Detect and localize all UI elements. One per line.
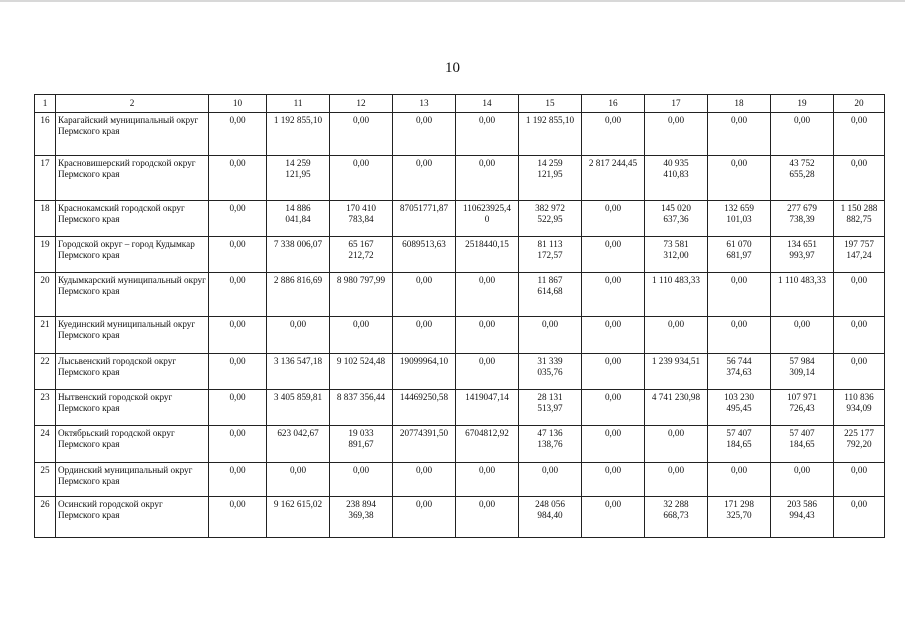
value-cell: 0,00: [393, 113, 456, 156]
value-cell: 0,00: [209, 273, 267, 317]
municipality-name-cell: Куединский муниципальный округ Пермского края: [56, 317, 209, 354]
value-cell: 8 837 356,44: [330, 390, 393, 426]
value-cell: 56 744 374,63: [708, 354, 771, 390]
value-cell: 65 167 212,72: [330, 237, 393, 273]
value-cell: 0,00: [209, 390, 267, 426]
row-number-cell: 20: [35, 273, 56, 317]
value-cell: 32 288 668,73: [645, 497, 708, 538]
municipality-name-cell: Краснокамский городской округ Пермского края: [56, 201, 209, 237]
value-cell: 2 886 816,69: [267, 273, 330, 317]
value-cell: 19 033 891,67: [330, 426, 393, 463]
value-cell: 0,00: [645, 317, 708, 354]
column-header: 20: [834, 95, 885, 113]
value-cell: 0,00: [209, 426, 267, 463]
value-cell: 0,00: [582, 113, 645, 156]
table-row: [35, 156, 885, 201]
municipality-name-cell: Октябрьский городской округ Пермского края: [56, 426, 209, 463]
value-cell: 1 192 855,10: [519, 113, 582, 156]
value-cell: 14 886 041,84: [267, 201, 330, 237]
value-cell: 0,00: [834, 463, 885, 497]
value-cell: 203 586 994,43: [771, 497, 834, 538]
table-row: [35, 113, 885, 156]
value-cell: 7 338 006,07: [267, 237, 330, 273]
column-header: 17: [645, 95, 708, 113]
value-cell: 170 410 783,84: [330, 201, 393, 237]
value-cell: 248 056 984,40: [519, 497, 582, 538]
value-cell: 0,00: [209, 354, 267, 390]
value-cell: 0,00: [582, 273, 645, 317]
value-cell: 0,00: [708, 273, 771, 317]
table-row: [35, 426, 885, 463]
value-cell: 0,00: [834, 497, 885, 538]
value-cell: 87051771,87: [393, 201, 456, 237]
value-cell: 0,00: [330, 156, 393, 201]
value-cell: 0,00: [330, 113, 393, 156]
value-cell: 6704812,92: [456, 426, 519, 463]
value-cell: 0,00: [582, 201, 645, 237]
value-cell: 1 110 483,33: [645, 273, 708, 317]
municipality-name-cell: Красновишерский городской округ Пермского края: [56, 156, 209, 201]
column-header: 14: [456, 95, 519, 113]
value-cell: 0,00: [582, 390, 645, 426]
value-cell: 2 817 244,45: [582, 156, 645, 201]
value-cell: 0,00: [834, 354, 885, 390]
value-cell: 8 980 797,99: [330, 273, 393, 317]
value-cell: 110623925,4 0: [456, 201, 519, 237]
page-number: 10: [445, 60, 460, 76]
value-cell: 145 020 637,36: [645, 201, 708, 237]
municipality-name-cell: Ординский муниципальный округ Пермского края: [56, 463, 209, 497]
column-header: 2: [56, 95, 209, 113]
value-cell: 0,00: [209, 201, 267, 237]
value-cell: 9 162 615,02: [267, 497, 330, 538]
value-cell: 0,00: [771, 113, 834, 156]
value-cell: 4 741 230,98: [645, 390, 708, 426]
column-header: 11: [267, 95, 330, 113]
column-header: 1: [35, 95, 56, 113]
column-header: 13: [393, 95, 456, 113]
data-table: [34, 94, 885, 538]
value-cell: 57 984 309,14: [771, 354, 834, 390]
value-cell: 0,00: [393, 497, 456, 538]
value-cell: 0,00: [708, 463, 771, 497]
value-cell: 0,00: [834, 156, 885, 201]
value-cell: 0,00: [834, 273, 885, 317]
municipality-name-cell: Лысьвенский городской округ Пермского края: [56, 354, 209, 390]
row-number-cell: 24: [35, 426, 56, 463]
table-row: [35, 390, 885, 426]
value-cell: 0,00: [209, 113, 267, 156]
value-cell: 0,00: [456, 354, 519, 390]
value-cell: 2518440,15: [456, 237, 519, 273]
column-header: 10: [209, 95, 267, 113]
value-cell: 43 752 655,28: [771, 156, 834, 201]
value-cell: 0,00: [209, 237, 267, 273]
table-row: [35, 463, 885, 497]
value-cell: 28 131 513,97: [519, 390, 582, 426]
value-cell: 0,00: [267, 317, 330, 354]
column-header: 12: [330, 95, 393, 113]
value-cell: 0,00: [771, 463, 834, 497]
value-cell: 14 259 121,95: [267, 156, 330, 201]
table-header-row: [35, 95, 885, 113]
municipality-name-cell: Городской округ – город Кудымкар Пермского края: [56, 237, 209, 273]
value-cell: 1 239 934,51: [645, 354, 708, 390]
table-row: [35, 237, 885, 273]
value-cell: 0,00: [393, 156, 456, 201]
value-cell: 0,00: [519, 317, 582, 354]
value-cell: 0,00: [393, 317, 456, 354]
column-header: 15: [519, 95, 582, 113]
value-cell: 1419047,14: [456, 390, 519, 426]
municipality-name-cell: Осинский городской округ Пермского края: [56, 497, 209, 538]
municipality-name-cell: Нытвенский городской округ Пермского края: [56, 390, 209, 426]
value-cell: 0,00: [519, 463, 582, 497]
value-cell: 0,00: [393, 273, 456, 317]
value-cell: 61 070 681,97: [708, 237, 771, 273]
value-cell: 132 659 101,03: [708, 201, 771, 237]
municipality-name-cell: Карагайский муниципальный округ Пермского края: [56, 113, 209, 156]
value-cell: 1 192 855,10: [267, 113, 330, 156]
value-cell: 40 935 410,83: [645, 156, 708, 201]
value-cell: 19099964,10: [393, 354, 456, 390]
value-cell: 0,00: [771, 317, 834, 354]
value-cell: 0,00: [834, 317, 885, 354]
value-cell: 47 136 138,76: [519, 426, 582, 463]
row-number-cell: 21: [35, 317, 56, 354]
value-cell: 31 339 035,76: [519, 354, 582, 390]
value-cell: 6089513,63: [393, 237, 456, 273]
value-cell: 0,00: [645, 463, 708, 497]
value-cell: 382 972 522,95: [519, 201, 582, 237]
value-cell: 623 042,67: [267, 426, 330, 463]
value-cell: 0,00: [330, 317, 393, 354]
value-cell: 0,00: [645, 426, 708, 463]
value-cell: 0,00: [456, 113, 519, 156]
table-row: [35, 317, 885, 354]
value-cell: 134 651 993,97: [771, 237, 834, 273]
value-cell: 73 581 312,00: [645, 237, 708, 273]
row-number-cell: 25: [35, 463, 56, 497]
value-cell: 0,00: [209, 156, 267, 201]
value-cell: 0,00: [267, 463, 330, 497]
value-cell: 171 298 325,70: [708, 497, 771, 538]
value-cell: 20774391,50: [393, 426, 456, 463]
value-cell: 0,00: [456, 273, 519, 317]
value-cell: 0,00: [582, 354, 645, 390]
value-cell: 3 136 547,18: [267, 354, 330, 390]
value-cell: 0,00: [582, 497, 645, 538]
value-cell: 0,00: [708, 156, 771, 201]
row-number-cell: 23: [35, 390, 56, 426]
value-cell: 1 150 288 882,75: [834, 201, 885, 237]
value-cell: 107 971 726,43: [771, 390, 834, 426]
value-cell: 197 757 147,24: [834, 237, 885, 273]
value-cell: 0,00: [582, 463, 645, 497]
value-cell: 0,00: [645, 113, 708, 156]
row-number-cell: 26: [35, 497, 56, 538]
value-cell: 0,00: [708, 113, 771, 156]
value-cell: 0,00: [209, 317, 267, 354]
column-header: 16: [582, 95, 645, 113]
value-cell: 0,00: [582, 317, 645, 354]
column-header: 19: [771, 95, 834, 113]
row-number-cell: 16: [35, 113, 56, 156]
value-cell: 0,00: [456, 156, 519, 201]
value-cell: 9 102 524,48: [330, 354, 393, 390]
value-cell: 0,00: [209, 497, 267, 538]
municipality-name-cell: Кудымкарский муниципальный округ Пермского края: [56, 273, 209, 317]
top-edge-line: [0, 0, 905, 2]
value-cell: 0,00: [456, 317, 519, 354]
column-header: 18: [708, 95, 771, 113]
value-cell: 3 405 859,81: [267, 390, 330, 426]
row-number-cell: 19: [35, 237, 56, 273]
value-cell: 57 407 184,65: [708, 426, 771, 463]
value-cell: 0,00: [209, 463, 267, 497]
value-cell: 0,00: [456, 497, 519, 538]
value-cell: 0,00: [393, 463, 456, 497]
value-cell: 57 407 184,65: [771, 426, 834, 463]
value-cell: 0,00: [456, 463, 519, 497]
value-cell: 14469250,58: [393, 390, 456, 426]
row-number-cell: 17: [35, 156, 56, 201]
value-cell: 0,00: [708, 317, 771, 354]
value-cell: 0,00: [330, 463, 393, 497]
value-cell: 14 259 121,95: [519, 156, 582, 201]
value-cell: 238 894 369,38: [330, 497, 393, 538]
value-cell: 0,00: [582, 237, 645, 273]
row-number-cell: 22: [35, 354, 56, 390]
table-row: [35, 354, 885, 390]
value-cell: 103 230 495,45: [708, 390, 771, 426]
value-cell: 225 177 792,20: [834, 426, 885, 463]
value-cell: 0,00: [582, 426, 645, 463]
value-cell: 11 867 614,68: [519, 273, 582, 317]
value-cell: 277 679 738,39: [771, 201, 834, 237]
row-number-cell: 18: [35, 201, 56, 237]
value-cell: 1 110 483,33: [771, 273, 834, 317]
value-cell: 0,00: [834, 113, 885, 156]
value-cell: 110 836 934,09: [834, 390, 885, 426]
table-row: [35, 273, 885, 317]
table-row: [35, 497, 885, 538]
value-cell: 81 113 172,57: [519, 237, 582, 273]
table-row: [35, 201, 885, 237]
